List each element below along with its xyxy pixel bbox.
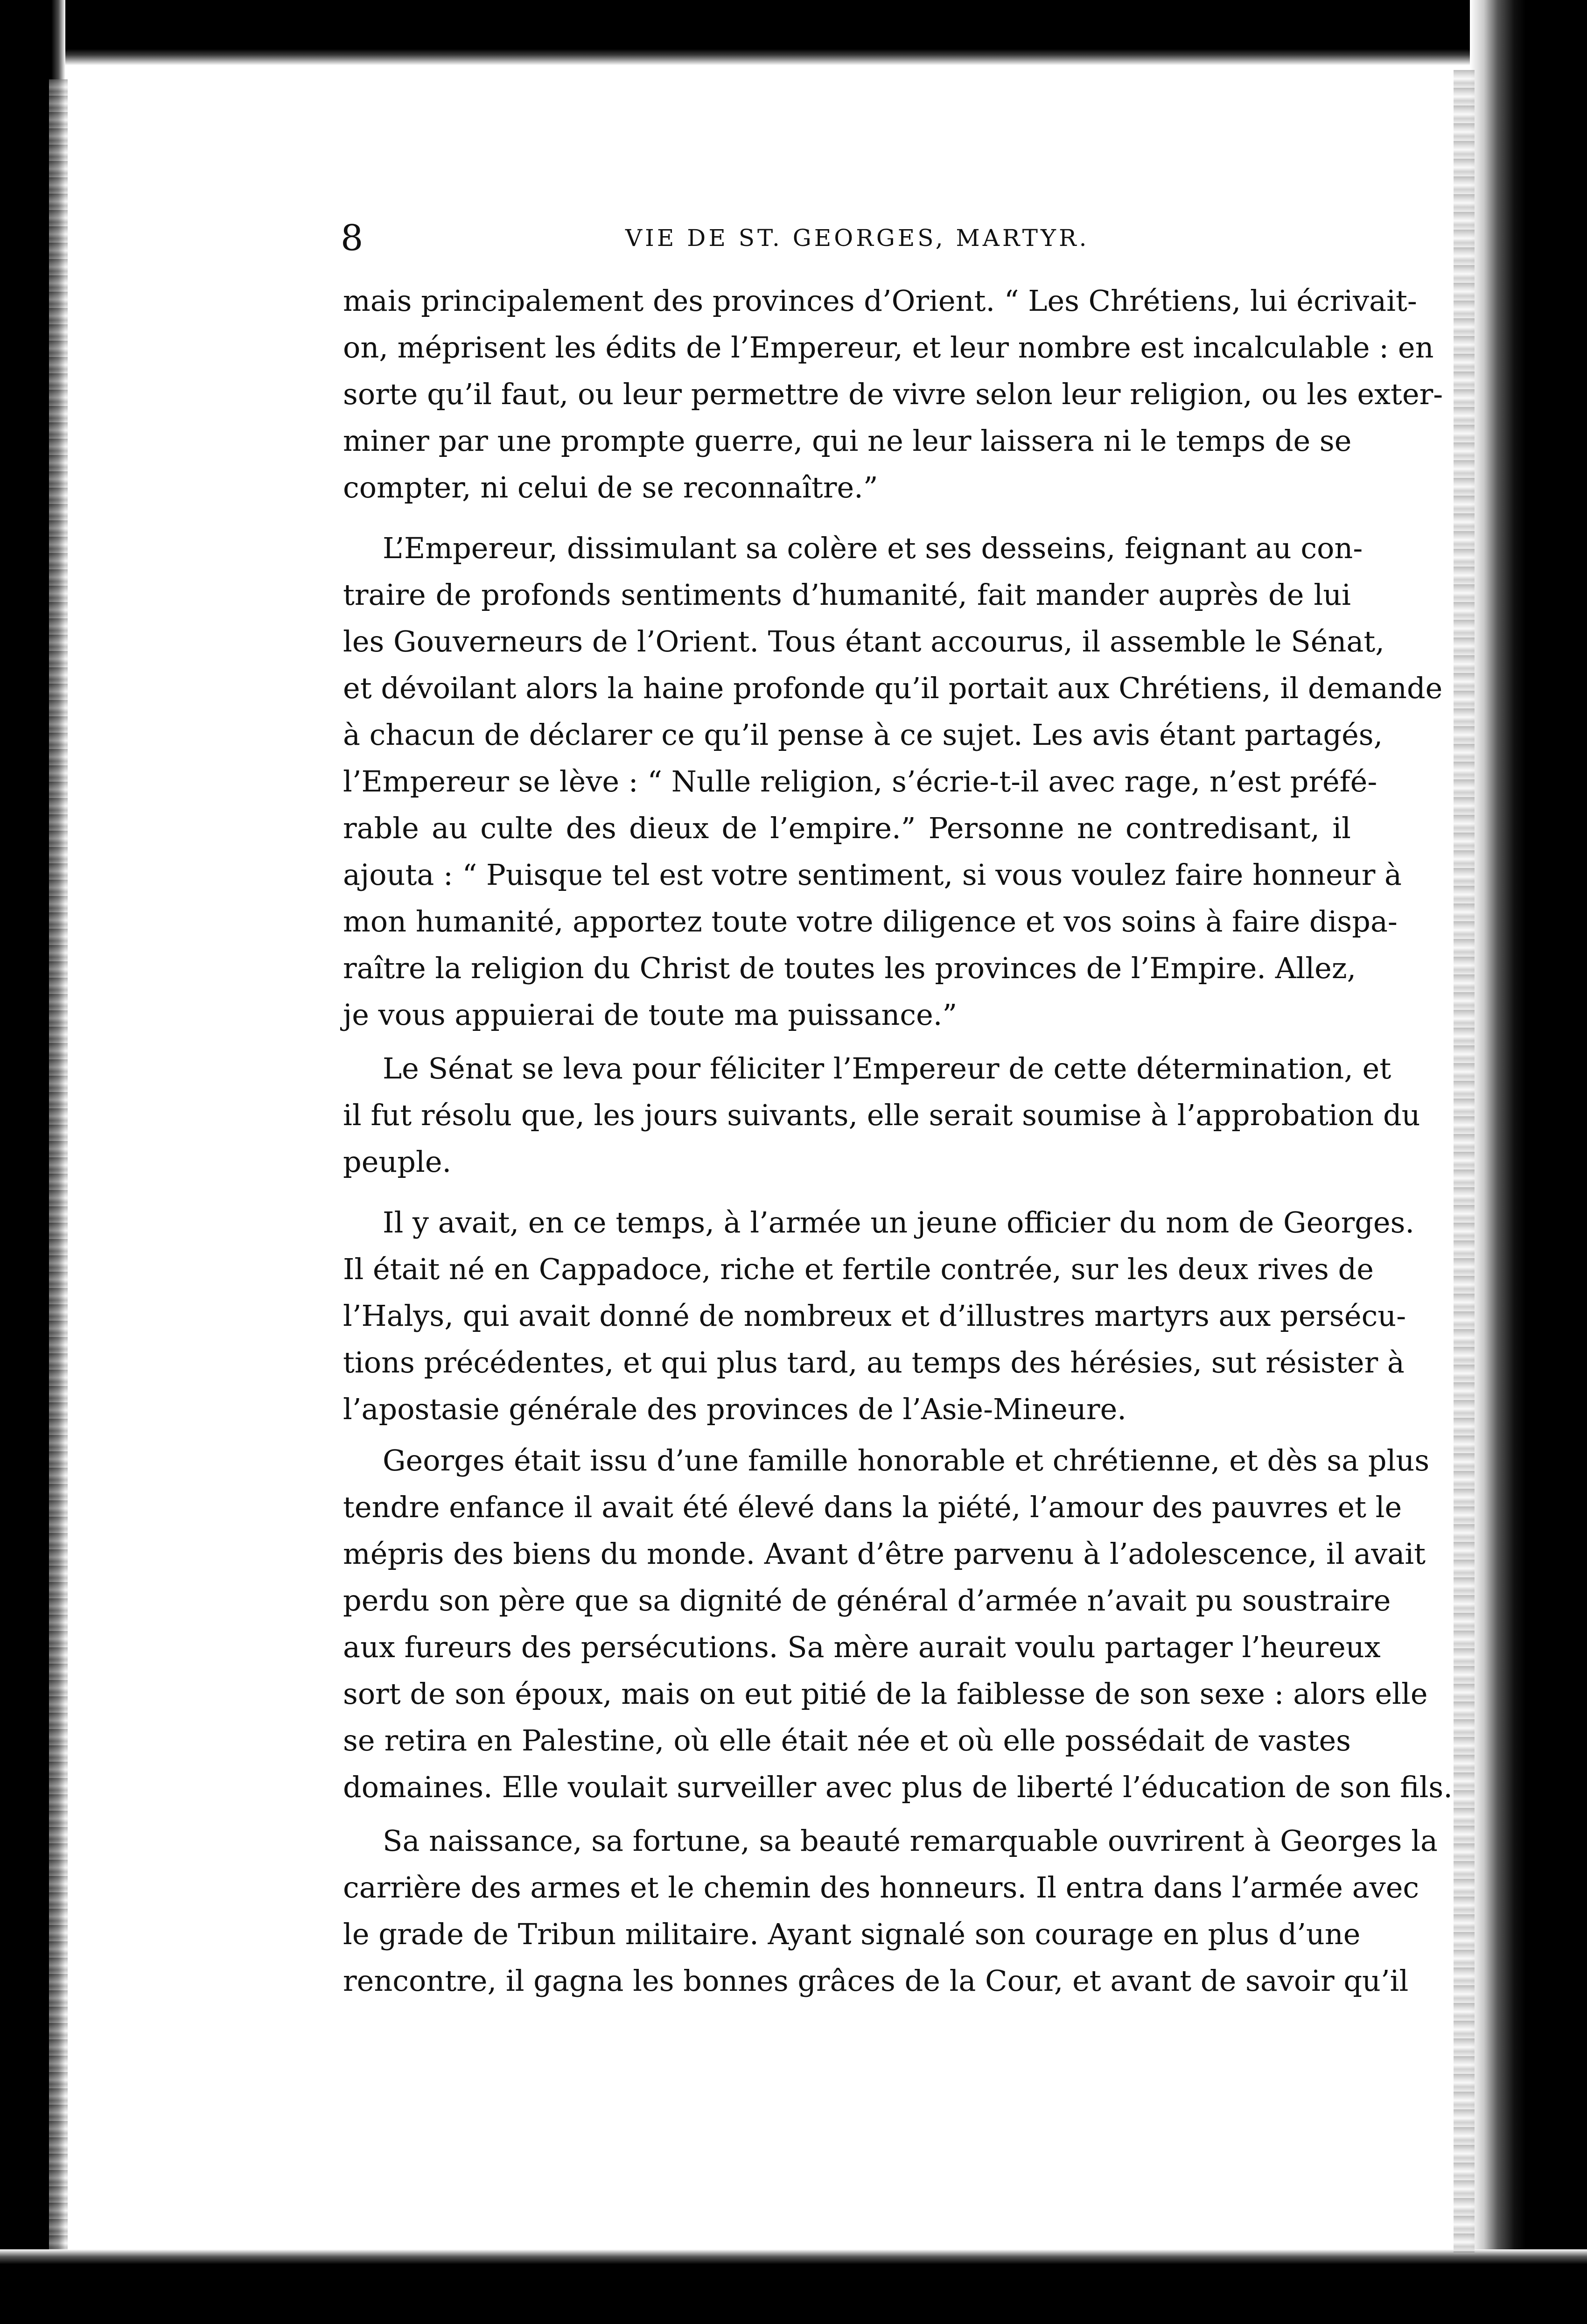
text-line: mon humanité, apportez toute votre diligence et vos soins à faire dispa- <box>343 904 1398 938</box>
text-line: et dévoilant alors la haine profonde qu’il portait aux Chrétiens, il demande <box>343 671 1443 705</box>
page-number: 8 <box>341 217 364 259</box>
text-line: rencontre, il gagna les bonnes grâces de la Cour, et avant de savoir qu’il <box>343 1964 1409 1998</box>
text-line: le grade de Tribun militaire. Ayant signalé son courage en plus d’une <box>343 1917 1361 1951</box>
text-line: ajouta : “ Puisque tel est votre sentiment, si vous voulez faire honneur à <box>343 858 1402 892</box>
text-line: traire de profonds sentiments d’humanité, fait mander auprès de lui <box>343 578 1351 612</box>
text-line: l’Halys, qui avait donné de nombreux et d’illustres martyrs aux persécu- <box>343 1299 1406 1333</box>
text-line: tions précédentes, et qui plus tard, au temps des hérésies, sut résister à <box>343 1345 1405 1379</box>
text-line: Il était né en Cappadoce, riche et fertile contrée, sur les deux rives de <box>343 1252 1374 1286</box>
text-line: mais principalement des provinces d’Orient. “ Les Chrétiens, lui écrivait- <box>343 284 1417 318</box>
text-line: compter, ni celui de se reconnaître.” <box>343 470 878 504</box>
text-line: raître la religion du Christ de toutes les provinces de l’Empire. Allez, <box>343 951 1356 985</box>
text-line: Le Sénat se leva pour féliciter l’Empereur de cette détermination, et <box>383 1051 1391 1085</box>
text-line: rable au culte des dieux de l’empire.” Personne ne contredisant, il <box>343 811 1351 845</box>
text-line: on, méprisent les édits de l’Empereur, et leur nombre est incalculable : en <box>343 330 1434 364</box>
page-header <box>341 212 1358 264</box>
text-line: sort de son époux, mais on eut pitié de la faiblesse de son sexe : alors elle <box>343 1677 1428 1711</box>
text-line: l’Empereur se lève : “ Nulle religion, s’écrie-t-il avec rage, n’est préfé- <box>343 764 1377 798</box>
text-line: tendre enfance il avait été élevé dans la piété, l’amour des pauvres et le <box>343 1490 1402 1524</box>
text-line: il fut résolu que, les jours suivants, elle serait soumise à l’approbation du <box>343 1098 1420 1132</box>
text-line: les Gouverneurs de l’Orient. Tous étant accourus, il assemble le Sénat, <box>343 624 1384 658</box>
text-line: Il y avait, en ce temps, à l’armée un jeune officier du nom de Georges. <box>383 1205 1415 1239</box>
text-line: domaines. Elle voulait surveiller avec plus de liberté l’éducation de son fils. <box>343 1770 1453 1804</box>
text-line: sorte qu’il faut, ou leur permettre de vivre selon leur religion, ou les exter- <box>343 377 1443 411</box>
text-line: aux fureurs des persécutions. Sa mère aurait voulu partager l’heureux <box>343 1630 1381 1664</box>
running-head: VIE DE ST. GEORGES, MARTYR. <box>625 224 1090 252</box>
text-line: Georges était issu d’une famille honorable et chrétienne, et dès sa plus <box>383 1443 1430 1477</box>
text-line: je vous appuierai de toute ma puissance.” <box>343 998 958 1032</box>
text-line: l’apostasie générale des provinces de l’Asie-Mineure. <box>343 1392 1126 1426</box>
text-line: peuple. <box>343 1145 452 1179</box>
text-line: se retira en Palestine, où elle était née et où elle possédait de vastes <box>343 1723 1351 1757</box>
text-line: L’Empereur, dissimulant sa colère et ses desseins, feignant au con- <box>383 531 1363 565</box>
text-line: à chacun de déclarer ce qu’il pense à ce sujet. Les avis étant partagés, <box>343 718 1383 752</box>
text-line: carrière des armes et le chemin des honneurs. Il entra dans l’armée avec <box>343 1870 1419 1904</box>
text-line: perdu son père que sa dignité de général d’armée n’avait pu soustraire <box>343 1583 1391 1617</box>
text-line: Sa naissance, sa fortune, sa beauté remarquable ouvrirent à Georges la <box>383 1824 1438 1858</box>
text-line: miner par une prompte guerre, qui ne leur laissera ni le temps de se <box>343 424 1352 458</box>
text-line: mépris des biens du monde. Avant d’être parvenu à l’adolescence, il avait <box>343 1537 1426 1571</box>
